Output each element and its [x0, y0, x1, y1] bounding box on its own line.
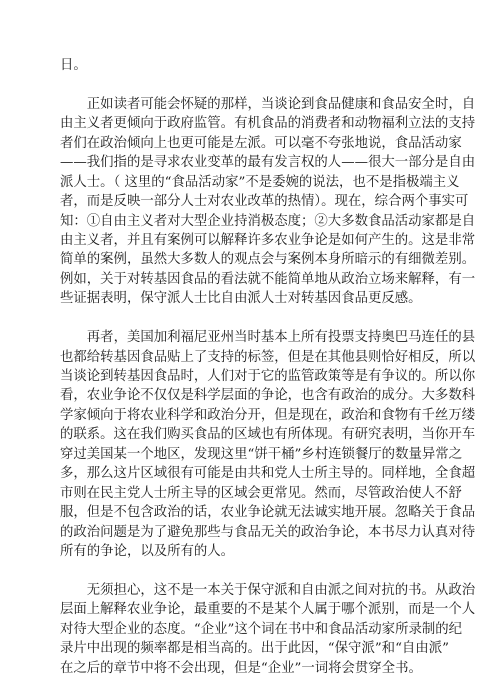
paragraph-continuation: [60, 56, 438, 75]
paragraph-gap: [60, 309, 438, 328]
text-line: 简单的案例，虽然大多数人的观点会与案例本身所暗示的有细微差别。: [60, 252, 476, 268]
text-line: 学家倾向于将农业科学和政治分开，但是现在，政治和食物有千丝万缕: [60, 407, 476, 423]
text-line: 看，农业争论不仅仅是科学层面的争论，也含有政治的成分。大多数科: [60, 388, 476, 404]
paragraph-california-gmo: [60, 328, 476, 561]
text-line: 派人士。（ 这里的“食品活动家”不是委婉的说法，也不是指极端主义: [60, 174, 460, 190]
text-line: 日。: [60, 58, 87, 73]
text-line: 例如，关于对转基因食品的看法就不能简单地从政治立场来解释，有一: [60, 271, 476, 287]
text-line: 当谈论到转基因食品时，人们对于它的监管政策等是有争议的。所以你: [60, 369, 476, 384]
text-line: 者们在政治倾向上也更可能是左派。可以毫不夸张地说，食品活动家: [60, 135, 462, 151]
text-line: 服，但是不包含政治的话，农业争论就无法诚实地开展。忽略关于食品: [60, 505, 476, 521]
text-line: 穿过美国某一个地区，发现这里“饼干桶”乡村连锁餐厅的数量异常之: [60, 446, 463, 462]
text-line: 对待大型企业的态度。“企业”这个词在书中和食品活动家所录制的纪: [60, 621, 463, 637]
text-line: 所有的争论，以及所有的人。: [60, 543, 235, 559]
text-line: ——我们指的是寻求农业变革的最有发言权的人——很大一部分是自由: [60, 155, 476, 171]
text-line: 多，那么这片区域很有可能是由共和党人士所主导的。同样地，全食超: [60, 466, 476, 482]
text-line: 市则在民主党人士所主导的区域会更常见。然而，尽管政治使人不舒: [60, 485, 462, 501]
text-line: 在之后的章节中将不会出现，但是“企业”一词将会贯穿全书。: [60, 660, 422, 676]
text-line: 者，而是反映一部分人士对农业改革的热情）。现在，综合两个事实可: [60, 194, 469, 210]
text-line: 正如读者可能会怀疑的那样，当谈论到食品健康和食品安全时，自: [86, 96, 476, 112]
paragraph-liberal-regulation: [60, 95, 476, 309]
text-line: 知：①自由主义者对大型企业持消极态度；②大多数食品活动家都是自: [60, 213, 476, 229]
text-line: 些证据表明，保守派人士比自由派人士对转基因食品更反感。: [60, 291, 422, 307]
text-line: 的联系。这在我们购买食品的区域也有所体现。有研究表明，当你开车: [60, 427, 476, 443]
text-line: 无须担心，这不是一本关于保守派和自由派之间对抗的书。从政治: [86, 582, 476, 598]
text-line: 由主义者，并且有案例可以解释许多农业争论是如何产生的。这是非常: [60, 232, 476, 248]
paragraph-gap: [60, 561, 438, 580]
text-line: 录片中出现的频率都是相当高的。出于此因，“保守派”和“自由派”: [60, 641, 449, 657]
paragraph-gap: [60, 75, 438, 94]
document-page: [60, 56, 476, 678]
text-line: 再者，美国加利福尼亚州当时基本上所有投票支持奥巴马连任的县: [86, 330, 476, 346]
text-line: 层面上解释农业争论，最重要的不是某个人属于哪个派别，而是一个人: [60, 602, 476, 618]
text-line: 的政治问题是为了避免那些与食品无关的政治争论，本书尽力认真对待: [60, 524, 476, 540]
paragraph-corporations: [60, 581, 476, 678]
text-line: 也都给转基因食品贴上了支持的标签，但是在其他县则恰好相反，所以: [60, 349, 476, 365]
text-line: 由主义者更倾向于政府监管。有机食品的消费者和动物福利立法的支持: [60, 116, 476, 132]
